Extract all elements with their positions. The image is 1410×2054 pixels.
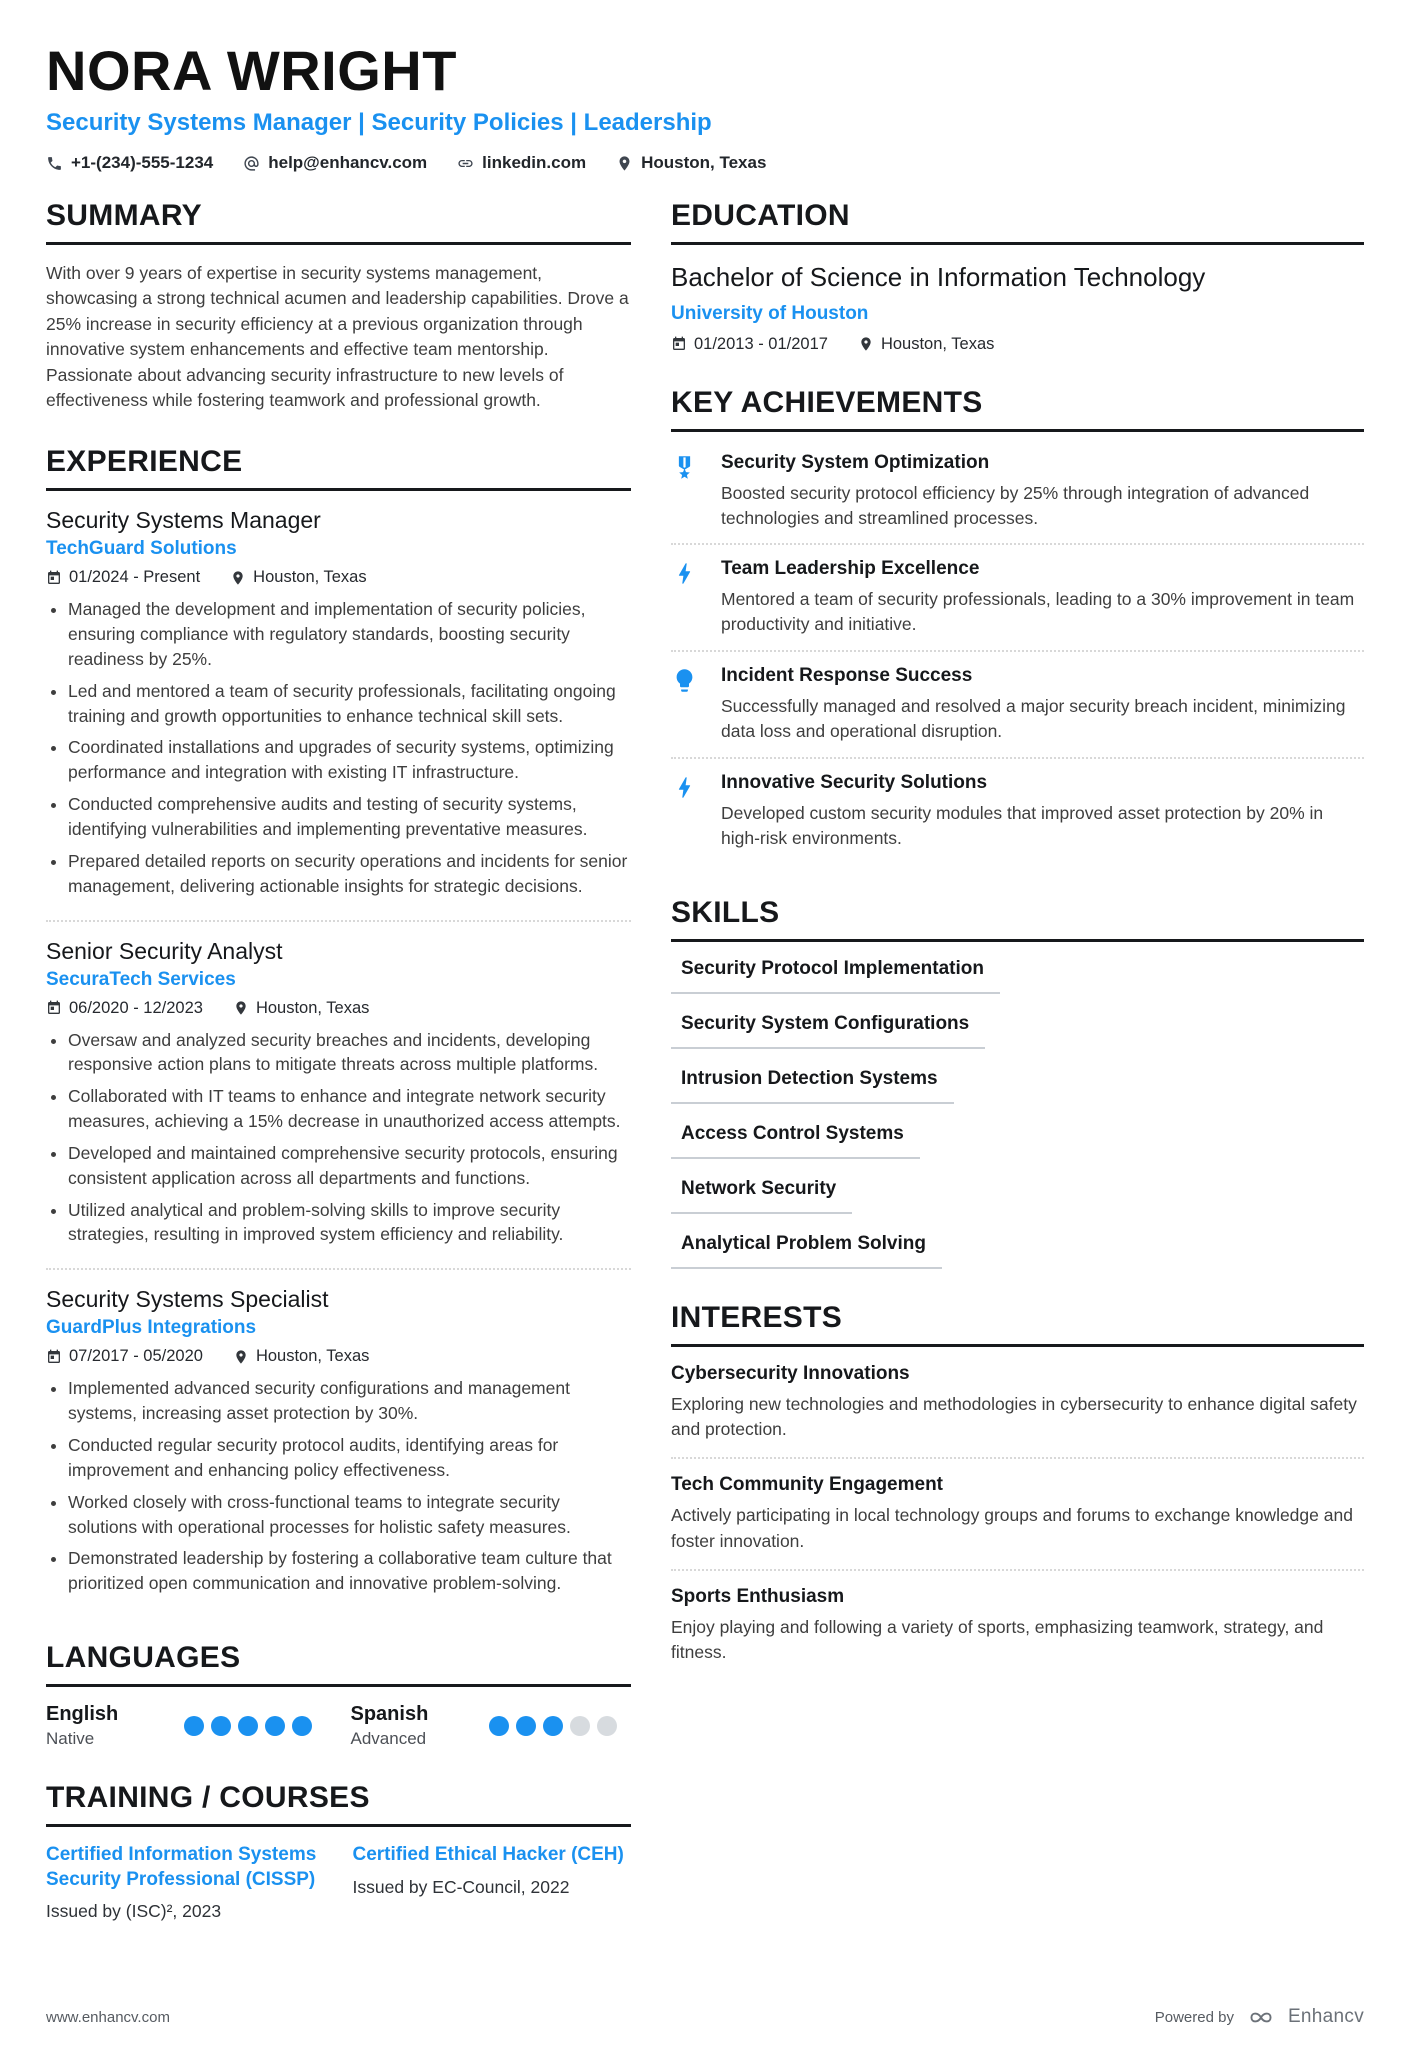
experience-entry (46, 1268, 631, 1609)
course-issued: Issued by EC-Council, 2022 (352, 1876, 570, 1897)
enhancv-logo-icon (1244, 2007, 1278, 2028)
achievement-body (721, 665, 1364, 744)
skill-item: Security Protocol Implementation (671, 958, 1000, 994)
achievement-item (671, 759, 1364, 864)
calendar-icon (46, 570, 62, 586)
job-location (233, 1347, 369, 1366)
contact-linkedin-text: linkedin.com (482, 153, 587, 172)
language-item-english (46, 1703, 327, 1749)
achievement-title: Incident Response Success (721, 665, 973, 687)
education-location (858, 335, 994, 354)
interest-title: Sports Enthusiasm (671, 1586, 845, 1608)
degree-title: Bachelor of Science in Information Technology (671, 262, 1206, 292)
job-company: GuardPlus Integrations (46, 1317, 257, 1339)
job-bullet: • Conducted comprehensive audits and testing of security systems, identifying vulnerabilities and implementing preventative measures. (68, 792, 631, 842)
resume-columns (46, 199, 1364, 1954)
language-level: Native (46, 1729, 95, 1749)
course-item (353, 1843, 632, 1922)
rating-dot (184, 1716, 204, 1736)
interest-title: Tech Community Engagement (671, 1474, 944, 1496)
language-name: Spanish (350, 1703, 429, 1726)
job-dates (46, 1347, 203, 1366)
courses-row (46, 1843, 631, 1922)
job-bullets (46, 597, 631, 898)
achievement-title: Team Leadership Excellence (721, 558, 980, 580)
job-dates-text: 07/2017 - 05/2020 (69, 1347, 203, 1366)
bulb-icon (671, 665, 707, 744)
rating-dot (570, 1716, 590, 1736)
skills-section (671, 896, 1364, 1269)
job-bullet: • Implemented advanced security configurations and management systems, increasing asset protection by 30%. (68, 1376, 631, 1426)
job-location (233, 999, 369, 1018)
achievement-text: Boosted security protocol efficiency by 25% through integration of advanced technologies and streamlined processes. (721, 482, 1310, 528)
medal-icon (671, 452, 707, 531)
job-bullet: • Prepared detailed reports on security operations and incidents for senior management, delivering actionable insights for strategic decisions. (68, 849, 631, 899)
interests-section (671, 1301, 1364, 1681)
rating-dot (543, 1716, 563, 1736)
contact-location (616, 153, 766, 173)
powered-by (1155, 2006, 1364, 2028)
job-bullet: • Conducted regular security protocol audits, identifying areas for improvement and enhancing policy effectiveness. (68, 1433, 631, 1483)
achievement-title: Security System Optimization (721, 451, 990, 473)
powered-by-label: Powered by (1154, 2008, 1234, 2026)
summary-text: With over 9 years of expertise in security systems management, showcasing a strong technical acumen and leadership capabilities. Drove a 25% increase in security efficiency at a previous organization through innovative system enhancements and effective team mentorship. Passionate about advancing security infrastructure to new levels of effectiveness while fostering teamwork and professional growth. (46, 263, 629, 410)
achievement-text: Successfully managed and resolved a major security breach incident, minimizing data loss and operational disruption. (721, 696, 1346, 742)
skill-item: Intrusion Detection Systems (671, 1068, 954, 1104)
job-title: Security Systems Specialist (46, 1286, 329, 1313)
location-icon (616, 155, 633, 172)
bolt-icon (671, 558, 707, 637)
achievement-body (721, 452, 1364, 531)
achievement-item (671, 545, 1364, 652)
languages-heading: LANGUAGES (46, 1641, 631, 1687)
left-column (46, 199, 631, 1954)
link-icon (457, 155, 474, 172)
interest-item (671, 1474, 1364, 1571)
education-dates-text: 01/2013 - 01/2017 (694, 334, 828, 353)
contact-linkedin[interactable] (457, 153, 586, 173)
achievement-body (721, 772, 1364, 851)
location-icon (233, 1349, 249, 1365)
achievement-text: Developed custom security modules that improved asset protection by 20% in high-risk environments. (721, 802, 1324, 848)
footer-site-link[interactable]: www.enhancv.com (46, 2008, 170, 2026)
rating-dot (516, 1716, 536, 1736)
job-bullet: • Collaborated with IT teams to enhance and integrate network security measures, achieving a 15% decrease in unauthorized access attempts. (68, 1084, 631, 1134)
summary-heading: SUMMARY (46, 199, 631, 245)
candidate-name: NORA WRIGHT (46, 39, 457, 102)
job-dates-text: 06/2020 - 12/2023 (69, 998, 203, 1017)
job-bullet: • Managed the development and implementation of security policies, ensuring compliance with regulatory standards, boosting security readiness by 25%. (68, 597, 631, 672)
job-dates (46, 568, 200, 587)
calendar-icon (46, 1349, 62, 1365)
achievement-item (671, 652, 1364, 759)
achievements-heading: KEY ACHIEVEMENTS (671, 386, 1364, 432)
language-level: Advanced (350, 1729, 427, 1749)
page-footer (46, 2006, 1364, 2028)
interest-text: Actively participating in local technology groups and forums to exchange knowledge and foster innovation. (671, 1505, 1353, 1551)
language-item-spanish (351, 1703, 632, 1749)
interest-text: Exploring new technologies and methodologies in cybersecurity to enhance digital safety and protection. (671, 1393, 1357, 1439)
job-meta-row (46, 1347, 631, 1366)
job-location (230, 568, 366, 587)
bolt-icon (671, 772, 707, 851)
rating-dot (211, 1716, 231, 1736)
language-info (351, 1703, 469, 1749)
contact-phone (46, 153, 213, 173)
course-issued: Issued by (ISC)², 2023 (46, 1901, 222, 1922)
job-company: SecuraTech Services (46, 968, 236, 990)
rating-dot (489, 1716, 509, 1736)
job-dates (46, 999, 203, 1018)
job-bullet: • Oversaw and analyzed security breaches and incidents, developing responsive action plans to mitigate threats across multiple platforms. (68, 1028, 631, 1078)
job-title: Senior Security Analyst (46, 937, 283, 964)
contact-location-text: Houston, Texas (641, 153, 767, 172)
job-bullet: • Coordinated installations and upgrades of security systems, optimizing performance and integration with existing IT infrastructure. (68, 735, 631, 785)
education-heading: EDUCATION (671, 199, 1364, 245)
job-bullets (46, 1028, 631, 1248)
resume-header (46, 38, 1364, 173)
location-icon (230, 570, 246, 586)
job-company: TechGuard Solutions (46, 538, 237, 560)
calendar-icon (46, 1000, 62, 1016)
job-bullet: • Worked closely with cross-functional teams to integrate security solutions with operational processes for holistic safety measures. (68, 1490, 631, 1540)
languages-row (46, 1703, 631, 1749)
course-item (46, 1843, 325, 1922)
rating-dot (265, 1716, 285, 1736)
rating-dot (238, 1716, 258, 1736)
skill-item: Analytical Problem Solving (671, 1233, 942, 1269)
education-meta-row (671, 335, 1364, 354)
job-location-text: Houston, Texas (255, 1347, 370, 1366)
contact-email[interactable] (243, 153, 427, 173)
job-bullets (46, 1376, 631, 1596)
language-info (46, 1703, 164, 1749)
candidate-title: Security Systems Manager | Security Policies | Leadership (46, 109, 712, 136)
skill-item: Network Security (671, 1178, 852, 1214)
language-rating (184, 1716, 312, 1736)
job-meta-row (46, 999, 631, 1018)
education-dates (671, 335, 828, 354)
job-bullet: • Led and mentored a team of security professionals, facilitating ongoing training and growth opportunities to enhance technical skill sets. (68, 679, 631, 729)
rating-dot (597, 1716, 617, 1736)
training-heading: TRAINING / COURSES (46, 1781, 631, 1827)
right-column (671, 199, 1364, 1713)
languages-section (46, 1641, 631, 1749)
job-bullet: • Demonstrated leadership by fostering a collaborative team culture that prioritized open communication and innovative problem-solving. (68, 1546, 631, 1596)
experience-entry (46, 507, 631, 911)
training-section (46, 1781, 631, 1922)
experience-heading: EXPERIENCE (46, 445, 631, 491)
skill-item: Access Control Systems (671, 1123, 920, 1159)
language-rating (489, 1716, 617, 1736)
interest-item (671, 1586, 1364, 1681)
achievement-title: Innovative Security Solutions (721, 771, 988, 793)
skills-heading: SKILLS (671, 896, 1364, 942)
course-title: Certified Information Systems Security Professional (CISSP) (46, 1844, 317, 1890)
language-name: English (46, 1703, 119, 1726)
interests-heading: INTERESTS (671, 1301, 1364, 1347)
rating-dot (292, 1716, 312, 1736)
contact-email-text: help@enhancv.com (268, 153, 428, 172)
achievements-section (671, 386, 1364, 864)
interest-title: Cybersecurity Innovations (671, 1362, 910, 1384)
experience-entry (46, 920, 631, 1261)
achievement-text: Mentored a team of security professionals, leading to a 30% improvement in team productivity and initiative. (721, 589, 1355, 635)
job-location-text: Houston, Texas (255, 998, 370, 1017)
education-location-text: Houston, Texas (880, 334, 995, 353)
summary-section (46, 199, 631, 413)
job-dates-text: 01/2024 - Present (69, 568, 201, 587)
job-title: Security Systems Manager (46, 507, 321, 534)
experience-section (46, 445, 631, 1609)
email-icon (243, 155, 260, 172)
school-name: University of Houston (671, 302, 869, 324)
achievement-body (721, 558, 1364, 637)
education-section (671, 199, 1364, 354)
contact-phone-text: +1-(234)-555-1234 (71, 153, 214, 172)
calendar-icon (671, 336, 687, 352)
job-location-text: Houston, Texas (253, 568, 367, 587)
course-title: Certified Ethical Hacker (CEH) (352, 1844, 624, 1866)
achievement-item (671, 448, 1364, 546)
location-icon (858, 336, 874, 352)
interest-text: Enjoy playing and following a variety of sports, emphasizing teamwork, strategy, and fitness. (671, 1617, 1324, 1663)
job-bullet: • Developed and maintained comprehensive security protocols, ensuring consistent application across all departments and functions. (68, 1141, 631, 1191)
interest-item (671, 1363, 1364, 1460)
job-meta-row (46, 568, 631, 587)
skill-item: Security System Configurations (671, 1013, 985, 1049)
location-icon (233, 1000, 249, 1016)
enhancv-brand-text: Enhancv (1287, 2006, 1364, 2028)
contact-row (46, 153, 1364, 173)
job-bullet: • Utilized analytical and problem-solving skills to improve security strategies, resulting in improved system efficiency and reliability. (68, 1198, 631, 1248)
phone-icon (46, 155, 63, 172)
